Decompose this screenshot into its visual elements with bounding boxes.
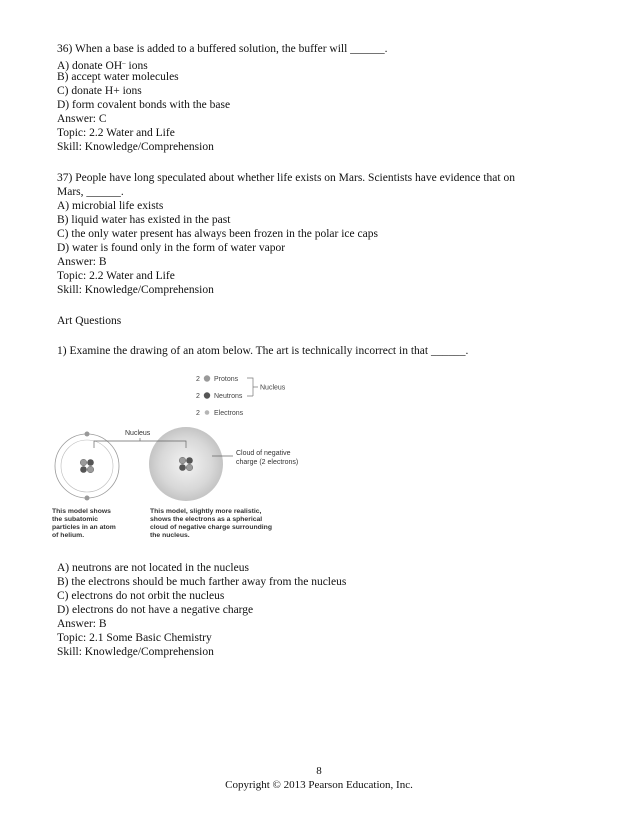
q36-option-b: B) accept water molecules: [57, 71, 179, 83]
q37-skill: Skill: Knowledge/Comprehension: [57, 284, 214, 296]
caption-right-line: shows the electrons as a spherical: [150, 516, 263, 523]
art1-stem: 1) Examine the drawing of an atom below. The art is technically incorrect in that ______.: [57, 345, 469, 357]
q36-answer: Answer: C: [57, 113, 107, 125]
art1-option-b: B) the electrons should be much farther away from the nucleus: [57, 576, 347, 588]
art1-option-d: D) electrons do not have a negative charge: [57, 604, 254, 616]
electron-bottom-icon: [85, 496, 90, 501]
q37-option-d: D) water is found only in the form of water vapor: [57, 242, 286, 254]
nucleus-proton-icon: [87, 466, 94, 473]
caption-left-line: of helium.: [52, 532, 85, 539]
legend-protons-count: 2: [196, 376, 200, 383]
nucleus-proton-icon: [186, 464, 193, 471]
q37-option-b: B) liquid water has existed in the past: [57, 214, 231, 226]
q37-stem-line2: Mars, ______.: [57, 186, 124, 198]
caption-left-line: particles in an atom: [52, 524, 116, 531]
nucleus-neutron-icon: [186, 457, 193, 464]
art1-topic: Topic: 2.1 Some Basic Chemistry: [57, 632, 212, 644]
copyright-notice: Copyright © 2013 Pearson Education, Inc.: [225, 779, 413, 791]
legend-neutrons-count: 2: [196, 393, 200, 400]
inner-orbit-ring: [61, 440, 113, 492]
caption-left-line: This model shows: [52, 508, 111, 515]
legend-nucleus-label: Nucleus: [260, 384, 286, 392]
art1-option-a: A) neutrons are not located in the nucleus: [57, 562, 249, 574]
q37-answer: Answer: B: [57, 256, 107, 268]
nucleus-callout-label: Nucleus: [125, 430, 151, 437]
q37-stem-line1: 37) People have long speculated about whether life exists on Mars. Scientists have evidence that on: [57, 172, 515, 184]
legend-electrons-count: 2: [196, 410, 200, 417]
caption-right-line: cloud of negative charge surrounding: [150, 524, 272, 531]
q36-stem: 36) When a base is added to a buffered solution, the buffer will ______.: [57, 43, 388, 55]
q37-option-c: C) the only water present has always been frozen in the polar ice caps: [57, 228, 378, 240]
q36-topic: Topic: 2.2 Water and Life: [57, 127, 175, 139]
nucleus-proton-icon: [179, 457, 186, 464]
q36-option-c: C) donate H+ ions: [57, 85, 142, 97]
q37-topic: Topic: 2.2 Water and Life: [57, 270, 175, 282]
page-number: 8: [316, 765, 322, 777]
art1-option-c: C) electrons do not orbit the nucleus: [57, 590, 225, 602]
section-heading: Art Questions: [57, 315, 122, 327]
q36-option-a-suffix: ions: [125, 60, 148, 72]
q36-option-d: D) form covalent bonds with the base: [57, 99, 231, 111]
atom-figure: [50, 368, 350, 550]
proton-icon: [204, 375, 210, 381]
caption-right-line: the nucleus.: [150, 532, 190, 539]
q36-option-a-text: A) donate OH: [57, 60, 123, 72]
caption-left: [52, 508, 116, 539]
cloud-label-line1: Cloud of negative: [236, 450, 291, 457]
cloud-label-line2: charge (2 electrons): [236, 459, 299, 466]
neutron-icon: [204, 392, 210, 398]
legend-neutrons-label: Neutrons: [214, 393, 243, 400]
art1-skill: Skill: Knowledge/Comprehension: [57, 646, 214, 658]
figure-legend: [196, 375, 286, 417]
nucleus-proton-icon: [80, 459, 87, 466]
electron-cloud: [149, 427, 223, 501]
nucleus-neutron-icon: [179, 464, 186, 471]
nucleus-neutron-icon: [80, 466, 87, 473]
outer-orbit-ring: [55, 434, 119, 498]
caption-right: [150, 508, 272, 539]
caption-right-line: This model, slightly more realistic,: [150, 508, 262, 515]
legend-protons-label: Protons: [214, 376, 239, 383]
electron-top-icon: [85, 432, 90, 437]
q37-option-a: A) microbial life exists: [57, 200, 164, 212]
art1-answer: Answer: B: [57, 618, 107, 630]
caption-left-line: the subatomic: [52, 516, 99, 523]
q36-option-a-sup: –: [122, 59, 126, 67]
legend-bracket: [247, 378, 258, 396]
cloud-model: [149, 427, 223, 501]
nucleus-neutron-icon: [87, 459, 94, 466]
legend-electrons-label: Electrons: [214, 410, 244, 417]
q36-skill: Skill: Knowledge/Comprehension: [57, 141, 214, 153]
electron-icon: [205, 410, 210, 415]
orbital-model: [55, 432, 119, 501]
